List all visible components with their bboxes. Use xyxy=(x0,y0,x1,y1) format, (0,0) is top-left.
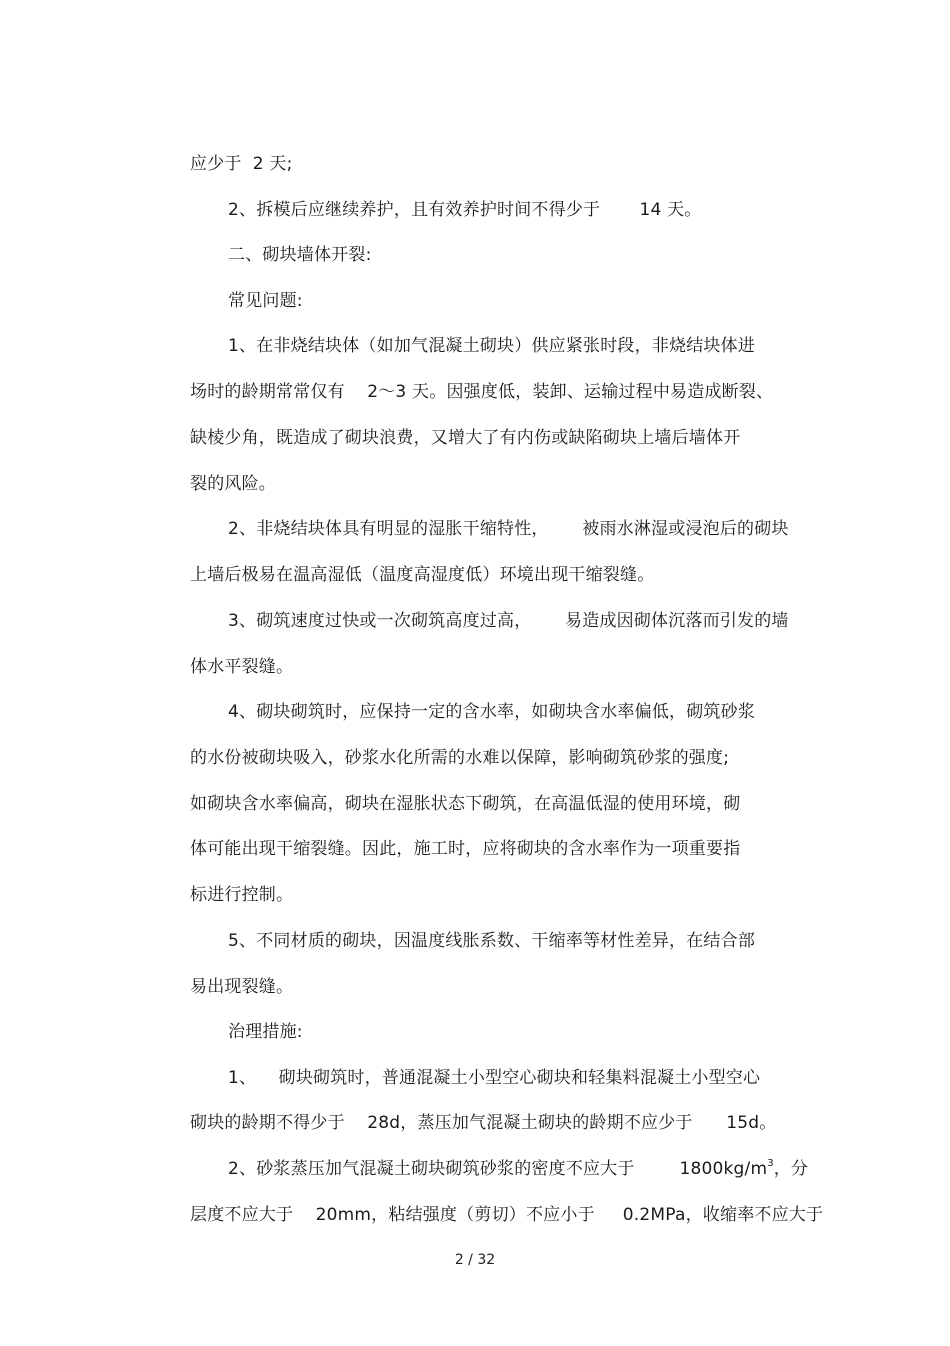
text-line-8: 裂的风险。 xyxy=(190,474,276,494)
superscript-3: 3 xyxy=(767,1158,774,1169)
text-line-24: 层度不应大于 20mm，粘结强度（剪切）不应小于 0.2MPa，收缩率不应大于 xyxy=(190,1205,824,1225)
text-line-5: 1、在非烧结块体（如加气混凝土砌块）供应紧张时段，非烧结块体进 xyxy=(228,336,756,356)
text-line-19: 易出现裂缝。 xyxy=(190,977,294,997)
text-line-9: 2、非烧结块体具有明显的湿胀干缩特性， 被雨水淋湿或浸泡后的砌块 xyxy=(228,519,789,539)
subheading-measures: 治理措施: xyxy=(228,1022,303,1042)
text-line-23-tail: ，分 xyxy=(773,1159,809,1179)
page-number: 2 / 32 xyxy=(454,1252,496,1268)
text-line-16: 体可能出现干缩裂缝。因此，施工时，应将砌块的含水率作为一项重要指 xyxy=(190,839,741,859)
text-line-17: 标进行控制。 xyxy=(190,885,294,905)
text-line-15: 如砌块含水率偏高，砌块在湿胀状态下砌筑，在高温低湿的使用环境，砌 xyxy=(190,794,741,814)
text-line-12: 体水平裂缝。 xyxy=(190,657,294,677)
text-line-22: 砌块的龄期不得少于 28d，蒸压加气混凝土砌块的龄期不应少于 15d。 xyxy=(190,1113,777,1133)
text-line-23 xyxy=(228,1158,808,1180)
text-line-1: 应少于 2 天; xyxy=(190,154,293,174)
text-line-10: 上墙后极易在温高湿低（温度高湿度低）环境出现干缩裂缝。 xyxy=(190,565,655,585)
text-line-23-main: 2、砂浆蒸压加气混凝土砌块砌筑砂浆的密度不应大于 1800kg/m xyxy=(228,1159,768,1179)
text-line-21: 1、 砌块砌筑时，普通混凝土小型空心砌块和轻集料混凝土小型空心 xyxy=(228,1068,761,1088)
text-line-7: 缺棱少角，既造成了砌块浪费，又增大了有内伤或缺陷砌块上墙后墙体开 xyxy=(190,428,741,448)
text-line-18: 5、不同材质的砌块，因温度线胀系数、干缩率等材性差异，在结合部 xyxy=(228,931,756,951)
section-heading: 二、砌块墙体开裂: xyxy=(228,245,372,265)
text-line-14: 的水份被砌块吸入，砂浆水化所需的水难以保障，影响砌筑砂浆的强度; xyxy=(190,748,730,768)
subheading-common-problems: 常见问题: xyxy=(228,291,303,311)
text-line-6: 场时的龄期常常仅有 2～3 天。因强度低，装卸、运输过程中易造成断裂、 xyxy=(190,382,774,402)
text-line-2: 2、拆模后应继续养护，且有效养护时间不得少于 14 天。 xyxy=(228,200,702,220)
text-line-13: 4、砌块砌筑时，应保持一定的含水率，如砌块含水率偏低，砌筑砂浆 xyxy=(228,702,756,722)
text-line-11: 3、砌筑速度过快或一次砌筑高度过高， 易造成因砌体沉落而引发的墙 xyxy=(228,611,789,631)
